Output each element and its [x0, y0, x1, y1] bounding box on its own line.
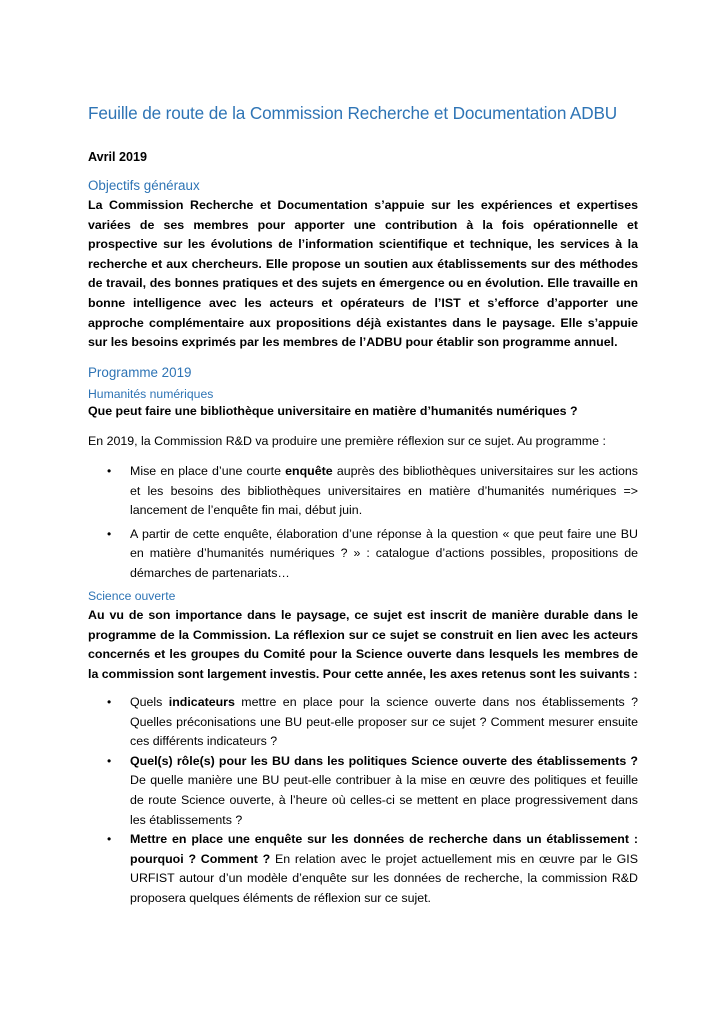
heading-programme: Programme 2019 — [88, 365, 192, 380]
item-text: En relation avec le projet actuellement mis en œuvre par le GIS URFIST autour d’un modèle d’enquête sur les données de recherche, la commission R&D proposera quelques éléments de réflexion sur ce sujet. — [130, 851, 639, 905]
document-date: Avril 2019 — [88, 150, 148, 164]
list-item — [0, 525, 638, 584]
item-text: auprès des bibliothèques universitaires sur les actions et les besoins des bibliothèques universitaires en matière d’humanités numériques => lancement de l’enquête fin mai, début juin. — [130, 464, 638, 518]
item-bold-text: enquête — [285, 464, 333, 478]
heading-science: Science ouverte — [88, 589, 176, 603]
document-title: Feuille de route de la Commission Recherche et Documentation ADBU — [88, 103, 618, 123]
item-bold-text: Quel(s) rôle(s) pour les BU dans les politiques Science ouverte des établissements ? — [130, 753, 638, 768]
bullet-icon: • — [107, 832, 112, 847]
heading-humanites: Humanités numériques — [88, 387, 214, 401]
item-bold-text: indicateurs — [168, 695, 235, 709]
paragraph-objectifs: La Commission Recherche et Documentation s’appuie sur les expériences et expertises variées de ses membres pour apporter une contribution à la fois opérationnelle et prospective sur les évolutions de l’information scientifique et technique, les services à la recherche et aux chercheurs. Elle propose un soutien aux établissements sur des méthodes de travail, des bonnes pratiques et des sujets en émergence ou en évolution. Elle travaille en bonne intelligence avec les acteurs et opérateurs de l’IST et s’efforce d’apporter une approche complémentaire aux propositions déjà existantes dans le paysage. Elle s’appuie sur les besoins exprimés par les membres de l’ADBU pour établir son programme annuel. — [88, 198, 638, 350]
list-item — [0, 830, 638, 908]
bullet-icon: • — [107, 526, 112, 541]
list-item — [0, 462, 638, 521]
item-text: Mise en place d’une courte — [130, 464, 286, 478]
paragraph-science: Au vu de son importance dans le paysage, ce sujet est inscrit de manière durable dans le programme de la Commission. La réflexion sur ce sujet se construit en lien avec les acteurs concernés et les groupes du Comité pour la Science ouverte dans lesquels les membres de la commission sont largement investis. Pour cette année, les axes retenus sont les suivants : — [88, 608, 638, 681]
list-item — [0, 693, 638, 752]
list-item — [0, 752, 638, 830]
list-science — [0, 693, 638, 909]
question-humanites: Que peut faire une bibliothèque universitaire en matière d’humanités numériques ? — [88, 404, 578, 418]
bullet-icon: • — [107, 753, 112, 768]
bullet-icon: • — [107, 464, 112, 478]
heading-objectifs: Objectifs généraux — [88, 178, 200, 193]
list-humanites — [0, 462, 638, 584]
item-bold-text: Mettre en place une enquête sur les données de recherche dans un établissement : pourquoi ? Comment ? — [130, 832, 638, 866]
bullet-icon: • — [107, 695, 112, 709]
item-text: mettre en place pour la science ouverte dans nos établissements ? Quelles préconisations une BU peut-elle proposer sur ce sujet ? Comment mesurer ensuite ces différents indicateurs ? — [130, 695, 638, 749]
item-text: Quels — [130, 695, 169, 709]
item-text: De quelle manière une BU peut-elle contribuer à la mise en œuvre des politiques et feuille de route Science ouverte, à l’heure où celles-ci se mettent en place progressivement dans les établissements ? — [130, 773, 638, 827]
intro-humanites: En 2019, la Commission R&D va produire une première réflexion sur ce sujet. Au programme : — [88, 434, 606, 448]
item-text: A partir de cette enquête, élaboration d’une réponse à la question « que peut faire une BU en matière d’humanités numériques ? » : catalogue d’actions possibles, propositions de démarches de partenariats… — [130, 526, 638, 580]
